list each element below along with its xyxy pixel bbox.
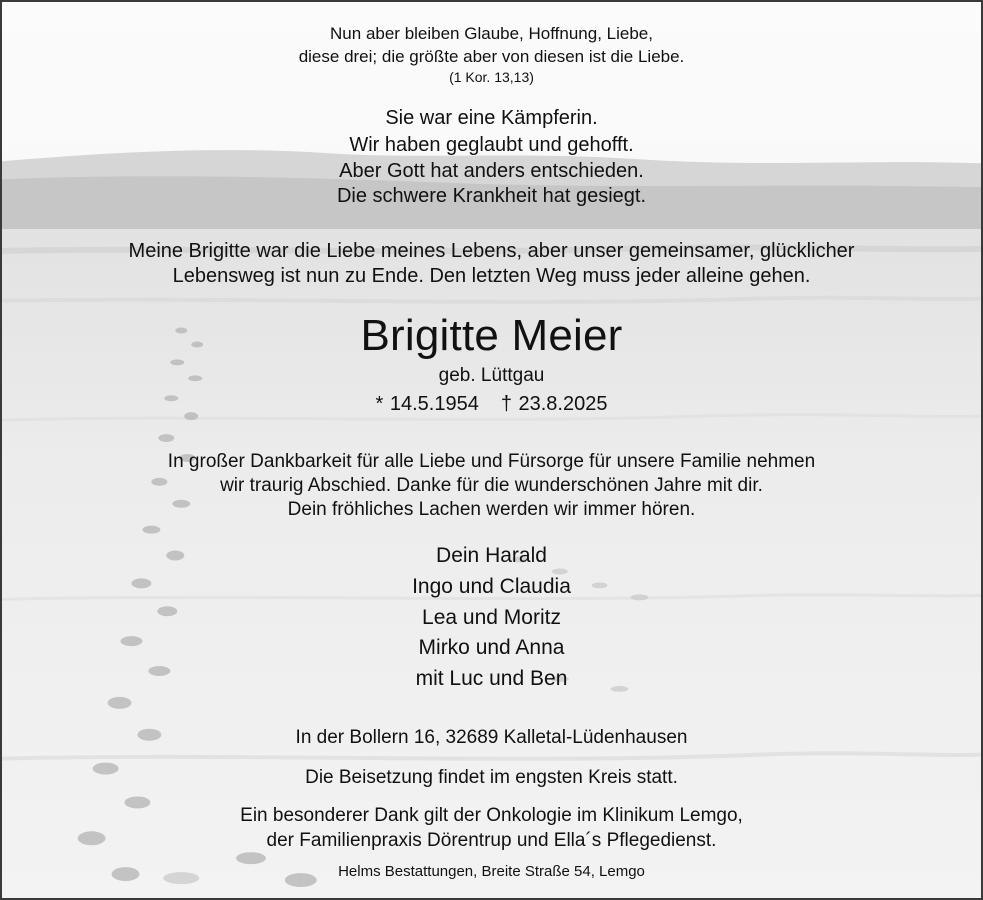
intro-line: Lebensweg ist nun zu Ende. Den letzten Weg muss jeder alleine gehen. xyxy=(172,265,811,287)
notice-content xyxy=(2,2,981,898)
intro-line: Meine Brigitte war die Liebe meines Lebens, aber unser gemeinsamer, glücklicher xyxy=(128,240,855,262)
poem-line: Sie war eine Kämpferin. xyxy=(385,107,598,129)
thanks-line: In großer Dankbarkeit für alle Liebe und Fürsorge für unsere Familie nehmen xyxy=(167,451,816,472)
thanks-line: wir traurig Abschied. Danke für die wunderschönen Jahre mit dir. xyxy=(220,475,763,496)
deceased-name: Brigitte Meier xyxy=(360,311,623,360)
mourner-name: Dein Harald xyxy=(436,544,547,567)
bible-verse-line-2: diese drei; die größte aber von diesen ist die Liebe. xyxy=(298,47,685,66)
death-date: † 23.8.2025 xyxy=(500,393,608,415)
poem-line: Aber Gott hat anders entschieden. xyxy=(339,160,644,182)
bible-verse-line-1: Nun aber bleiben Glaube, Hoffnung, Liebe, xyxy=(330,24,653,43)
bible-verse-reference: (1 Kor. 13,13) xyxy=(449,69,534,85)
life-dates xyxy=(2,392,981,417)
poem-line: Die schwere Krankheit hat gesiegt. xyxy=(336,185,647,207)
burial-note: Die Beisetzung findet im engsten Kreis statt. xyxy=(305,767,678,788)
mourner-name: Ingo und Claudia xyxy=(412,575,571,598)
mourner-name: mit Luc und Ben xyxy=(415,667,568,690)
maiden-name: geb. Lüttgau xyxy=(438,365,545,386)
special-thanks-line: der Familienpraxis Dörentrup und Ella´s Pflegedienst. xyxy=(266,830,717,851)
thanks-line: Dein fröhliches Lachen werden wir immer hören. xyxy=(287,499,696,520)
special-thanks-line: Ein besonderer Dank gilt der Onkologie im Klinikum Lemgo, xyxy=(240,805,743,826)
address: In der Bollern 16, 32689 Kalletal-Lüdenhausen xyxy=(295,727,688,748)
undertaker-line: Helms Bestattungen, Breite Straße 54, Lemgo xyxy=(338,863,645,880)
birth-date: * 14.5.1954 xyxy=(375,393,479,415)
mourner-name: Mirko und Anna xyxy=(418,636,565,659)
mourner-name: Lea und Moritz xyxy=(422,606,561,629)
poem-line: Wir haben geglaubt und gehofft. xyxy=(349,134,634,156)
